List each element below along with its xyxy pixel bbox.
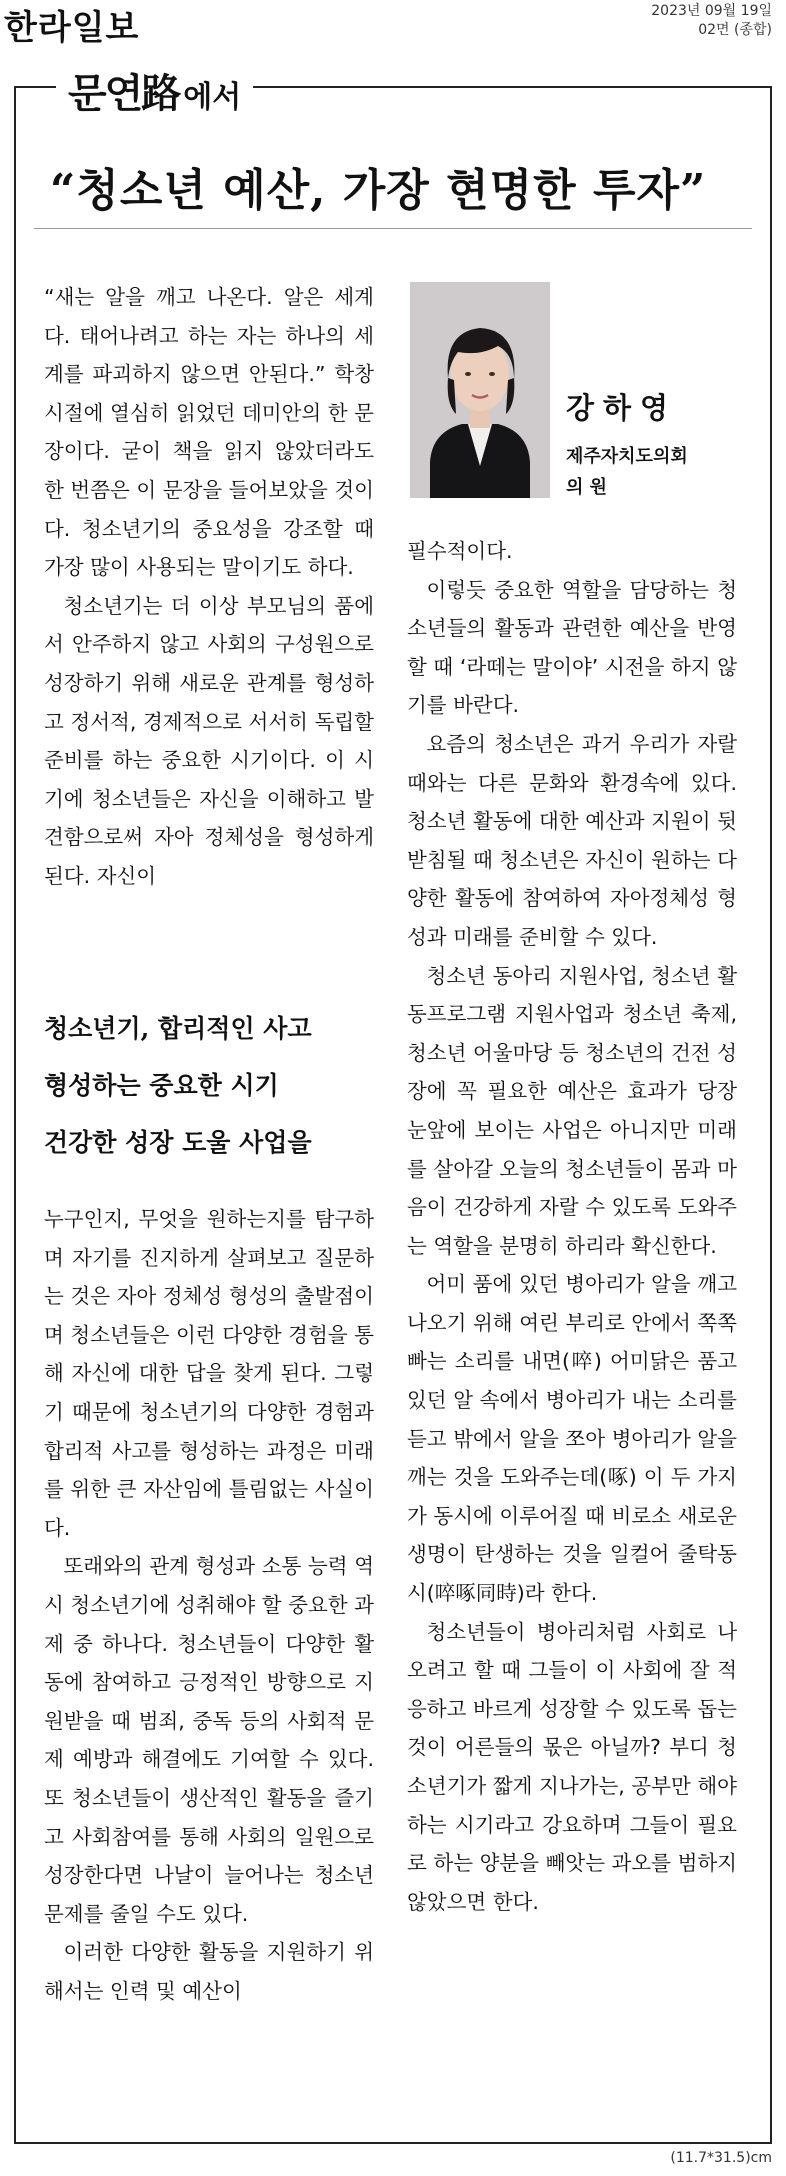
- paragraph: 또래와의 관계 형성과 소통 능력 역시 청소년기에 성취해야 할 중요한 과제 중 하나다. 청소년들이 다양한 활동에 참여하고 긍정적인 방향으로 지원받을 때 범죄, 중독 등의 사회적 문제 예방과 해결에도 기여할 수 있다. 또 청소년들이 생산적인 활동을 즐기고 사회참여를 통해 사회의 일원으로 성장한다면 나날이 늘어나는 청소년 문제를 줄일 수도 있다.: [44, 1554, 374, 1926]
- paragraph: 청소년들이 병아리처럼 사회로 나오려고 할 때 그들이 이 사회에 잘 적응하고 바르게 성장할 수 있도록 돕는 것이 어른들의 몫은 아닐까? 부디 청소년기가 짧게 지나가는, 공부만 해야 하는 시기라고 강요하며 그들이 필요로 하는 양분을 빼앗는 과오를 범하지 않았으면 한다.: [407, 1619, 737, 1914]
- subheading-line: 건강한 성장 도울 사업을: [44, 1128, 312, 1157]
- paragraph: 청소년기는 더 이상 부모님의 품에서 안주하지 않고 사회의 구성원으로 성장하기 위해 새로운 관계를 형성하고 정서적, 경제적으로 서서히 독립할 준비를 하는 중요한 시기이다. 이 시기에 청소년들은 자신을 이해하고 발견함으로써 자아 정체성을 형성하게 된다. 자신이: [44, 593, 374, 888]
- issue-meta: [651, 2, 772, 40]
- body-column-left-top: [44, 278, 374, 896]
- issue-date: 2023년 09월 19일: [651, 3, 772, 19]
- body-column-left-bottom: [44, 1200, 374, 2010]
- paragraph: 누구인지, 무엇을 원하는지를 탐구하며 자기를 진지하게 살펴보고 질문하는 것은 자아 정체성 형성의 출발점이며 청소년들은 이런 다양한 경험을 통해 자신에 대한 답을 찾게 된다. 그렇기 때문에 청소년기의 다양한 경험과 합리적 사고를 형성하는 과정은 미래를 위한 큰 자산임에 틀림없는 사실이다.: [44, 1207, 374, 1540]
- author-name: 강하영: [566, 391, 678, 425]
- newspaper-masthead: 한라일보: [4, 8, 140, 48]
- headline-divider: [34, 228, 752, 229]
- column-suffix: 에서: [183, 80, 242, 115]
- paragraph: 요즘의 청소년은 과거 우리가 자랄 때와는 다른 문화와 환경속에 있다. 청소년 활동에 대한 예산과 지원이 뒷받침될 때 청소년은 자신이 원하는 다양한 활동에 참여하여 자아정체성 형성과 미래를 준비할 수 있다.: [407, 731, 737, 949]
- paragraph: 필수적이다.: [407, 539, 513, 563]
- column-title: [56, 62, 253, 119]
- author-affiliation: 제주자치도의회: [566, 446, 688, 467]
- paragraph: 이렇듯 중요한 역할을 담당하는 청소년들의 활동과 관련한 예산을 반영할 때 ‘라떼는 말이야’ 시전을 하지 않기를 바란다.: [407, 577, 737, 718]
- paragraph: 어미 품에 있던 병아리가 알을 깨고 나오기 위해 여린 부리로 안에서 쪽쪽 빠는 소리를 내면(啐) 어미닭은 품고 있던 알 속에서 병아리가 내는 소리를 듣고 밖에서 알을 쪼아 병아리가 알을 깨는 것을 도와주는데(啄) 이 두 가지가 동시에 이루어질 때 비로소 새로운 생명이 탄생하는 것을 일컬어 줄탁동시(啐啄同時)라 한다.: [407, 1272, 737, 1606]
- subheading-line: 청소년기, 합리적인 사고: [44, 1014, 312, 1043]
- paragraph: 이러한 다양한 활동을 지원하기 위해서는 인력 및 예산이: [44, 1940, 374, 2003]
- issue-page: 02면 (종합): [698, 22, 772, 38]
- subheading-line: 형성하는 중요한 시기: [44, 1071, 279, 1100]
- author-byline: [566, 386, 688, 503]
- author-photo: [410, 282, 550, 498]
- author-title: 의 원: [566, 477, 608, 498]
- paragraph: “새는 알을 깨고 나온다. 알은 세계다. 태어나려고 하는 자는 하나의 세계를 파괴하지 않으면 안된다.” 학창시절에 열심히 읽었던 데미안의 한 문장이다. 굳이 책을 읽지 않았더라도 한 번쯤은 이 문장을 들어보았을 것이다. 청소년기의 중요성을 강조할 때 가장 많이 사용되는 말이기도 하다.: [44, 285, 374, 580]
- author-portrait-image: [410, 282, 550, 498]
- column-name: 문연路: [68, 70, 180, 117]
- paragraph: 청소년 동아리 지원사업, 청소년 활동프로그램 지원사업과 청소년 축제, 청소년 어울마당 등 청소년의 건전 성장에 꼭 필요한 예산은 효과가 당장 눈앞에 보이는 사업은 아니지만 미래를 살아갈 오늘의 청소년들이 몸과 마음이 건강하게 자랄 수 있도록 도와주는 역할을 분명히 하리라 확신한다.: [407, 963, 737, 1258]
- subheading: [44, 1000, 374, 1171]
- clipping-size: (11.7*31.5)cm: [670, 2150, 772, 2166]
- article-headline: “청소년 예산, 가장 현명한 투자”: [50, 165, 707, 216]
- body-column-right: [407, 532, 737, 1921]
